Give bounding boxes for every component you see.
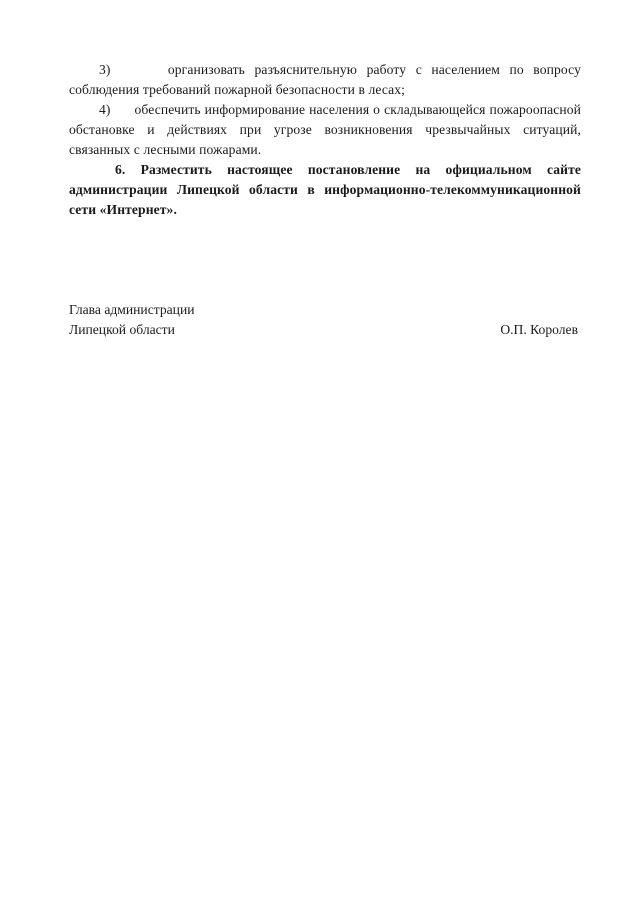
signature-block bbox=[69, 300, 581, 340]
document-body bbox=[69, 60, 581, 220]
signature-position-line1: Глава администрации bbox=[69, 302, 195, 317]
list-item-4: 4) обеспечить информирование населения о складывающейся пожароопасной обстановке и действиях при угрозе возникновения чрезвычайных ситуаций, связанных с лесными пожарами. bbox=[69, 102, 581, 157]
signature-position-line2: Липецкой области bbox=[69, 322, 175, 337]
list-item-3: 3) организовать разъяснительную работу с населением по вопросу соблюдения требований пожарной безопасности в лесах; bbox=[69, 62, 581, 97]
point-6-paragraph: 6. Разместить настоящее постановление на официальном сайте администрации Липецкой области в информационно-телекоммуникационной сети «Интернет». bbox=[69, 162, 581, 217]
signatory-name: О.П. Королев bbox=[500, 322, 578, 337]
signature-line bbox=[69, 320, 581, 340]
